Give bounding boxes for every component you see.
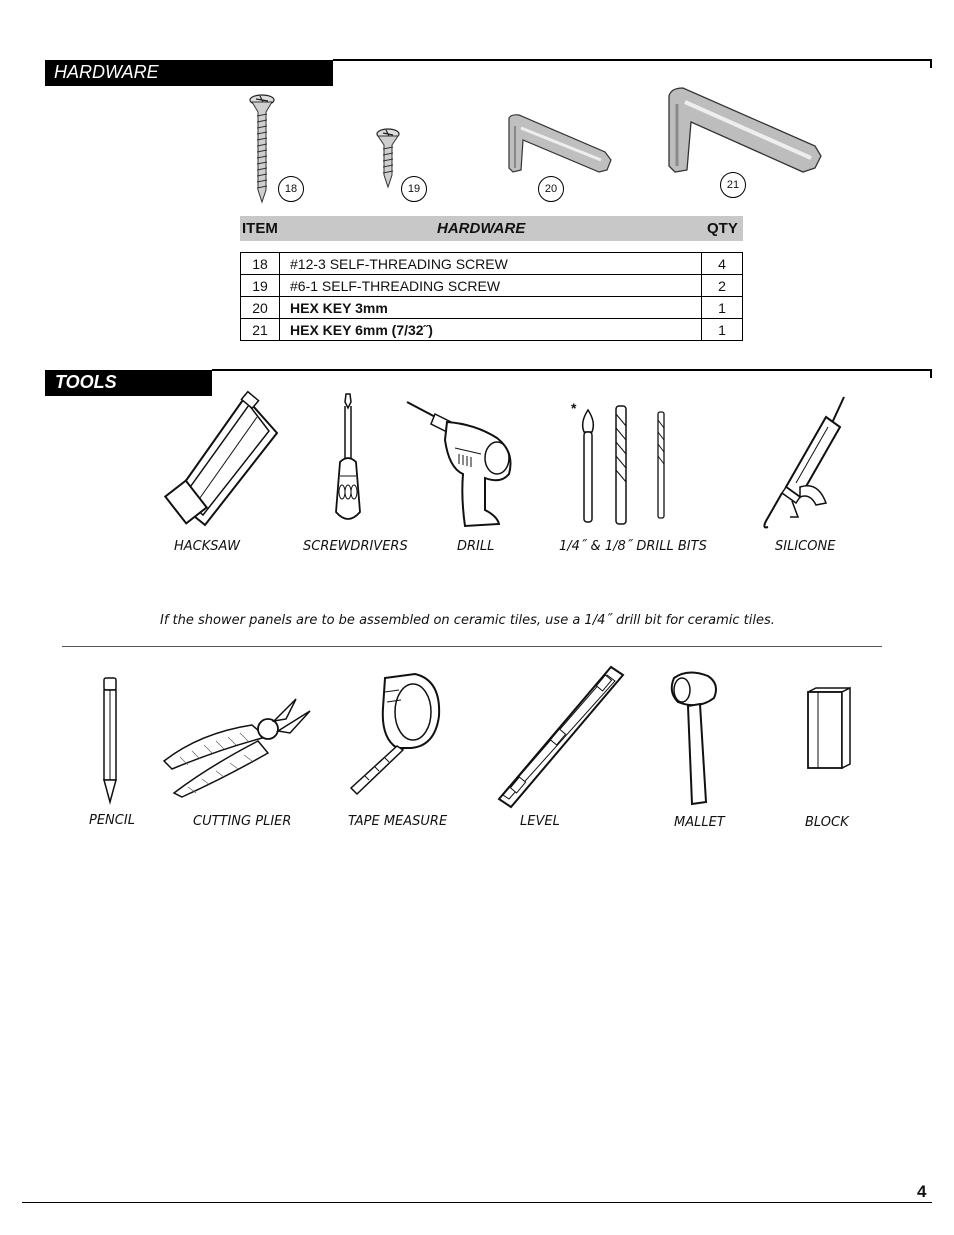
tool-label-drill-bits: 1/4˝ & 1/8˝ DRILL BITS: [559, 539, 707, 554]
cutting-plier-icon: [160, 697, 315, 801]
level-icon: [497, 665, 627, 810]
screwdrivers-icon: [330, 392, 364, 528]
drill-bits-icon: [578, 402, 670, 526]
table-row: [241, 319, 743, 341]
row-name: HEX KEY 6mm (7/32˝): [280, 319, 702, 341]
callout-19: 19: [401, 176, 427, 202]
tool-label-silicone: SILICONE: [775, 539, 836, 554]
tool-label-level: LEVEL: [520, 814, 560, 829]
tool-label-hacksaw: HACKSAW: [174, 539, 241, 554]
row-name: #6-1 SELF-THREADING SCREW: [280, 275, 702, 297]
tool-label-mallet: MALLET: [674, 815, 725, 830]
row-item: 18: [241, 253, 280, 275]
header-qty: QTY: [707, 220, 738, 237]
row-qty: 1: [702, 319, 743, 341]
row-item: 19: [241, 275, 280, 297]
hardware-table: [240, 252, 743, 341]
hardware-header-tick: [930, 59, 932, 68]
tool-label-tape-measure: TAPE MEASURE: [348, 814, 448, 829]
table-row: [241, 253, 743, 275]
block-icon: [806, 686, 852, 772]
hex-key-3mm-illustration: [505, 112, 615, 177]
page-number: 4: [917, 1182, 927, 1201]
hacksaw-icon: [165, 393, 285, 533]
ceramic-tiles-note: If the shower panels are to be assembled on ceramic tiles, use a 1/4˝ drill bit for ceramic tiles.: [160, 613, 775, 628]
tools-title-text: TOOLS: [55, 372, 117, 392]
row-item: 21: [241, 319, 280, 341]
silicone-gun-icon: [756, 393, 852, 533]
pencil-icon: [100, 676, 120, 806]
tools-header-tick: [930, 369, 932, 378]
row-name: #12-3 SELF-THREADING SCREW: [280, 253, 702, 275]
hardware-title-text: HARDWARE: [54, 62, 159, 82]
row-item: 20: [241, 297, 280, 319]
header-hardware: HARDWARE: [437, 220, 526, 237]
row-qty: 4: [702, 253, 743, 275]
tool-label-cutting-plier: CUTTING PLIER: [193, 814, 292, 829]
screw-19-illustration: [372, 127, 404, 189]
tools-header-rule: [212, 369, 932, 371]
tool-label-block: BLOCK: [805, 815, 849, 830]
table-row: [241, 297, 743, 319]
ceramic-bit-asterisk: *: [571, 400, 577, 416]
mallet-icon: [668, 670, 720, 806]
callout-18: 18: [278, 176, 304, 202]
header-item: ITEM: [242, 220, 278, 237]
row-qty: 1: [702, 297, 743, 319]
tool-label-drill: DRILL: [457, 539, 495, 554]
hardware-section-title: [45, 60, 333, 86]
row-qty: 2: [702, 275, 743, 297]
row-name: HEX KEY 3mm: [280, 297, 702, 319]
callout-20: 20: [538, 176, 564, 202]
hardware-table-header: [240, 216, 743, 241]
tool-label-screwdrivers: SCREWDRIVERS: [303, 539, 408, 554]
drill-icon: [405, 398, 517, 528]
callout-21: 21: [720, 172, 746, 198]
footer-rule: [22, 1202, 932, 1203]
hex-key-6mm-illustration: [665, 86, 825, 176]
tool-label-pencil: PENCIL: [89, 813, 135, 828]
table-row: [241, 275, 743, 297]
hardware-header-rule: [333, 59, 932, 61]
tape-measure-icon: [345, 672, 445, 796]
tools-divider: [62, 646, 882, 647]
screw-18-illustration: [240, 92, 280, 204]
